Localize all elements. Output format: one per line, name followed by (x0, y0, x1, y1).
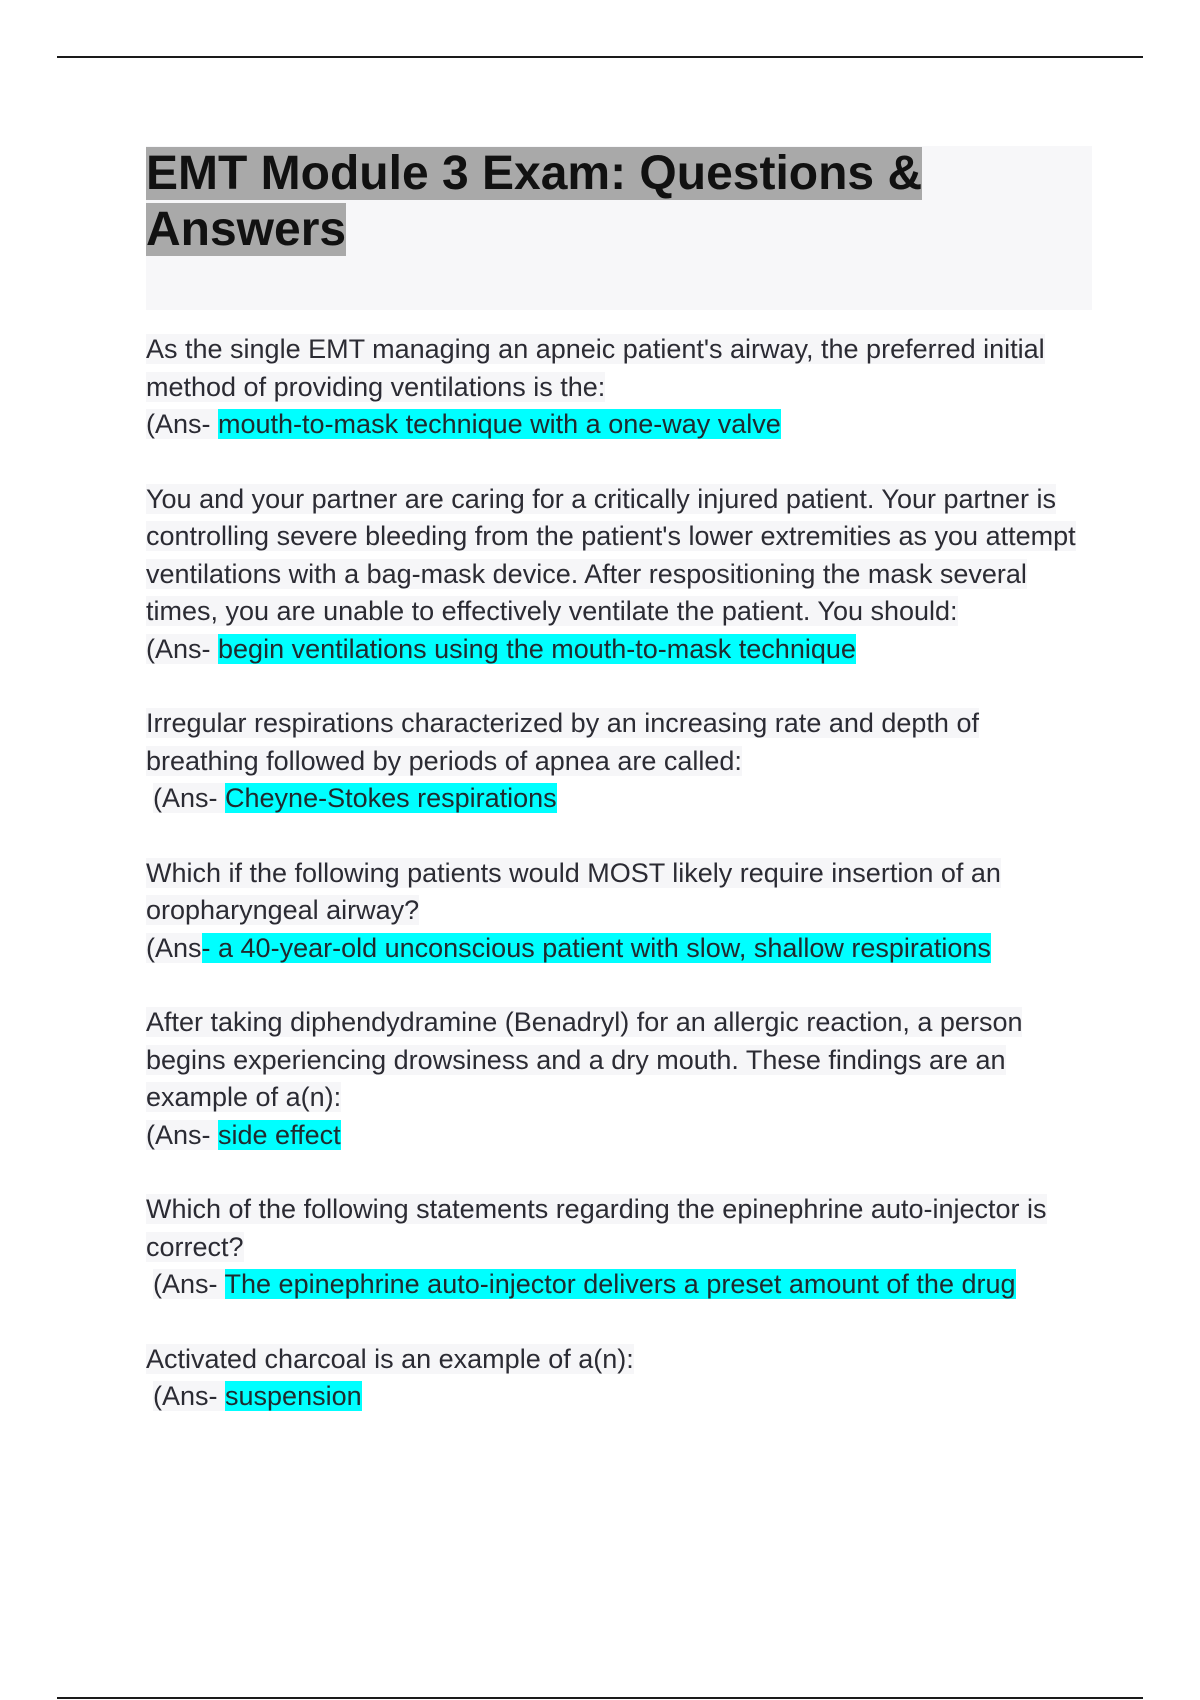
answer-highlight: - a 40-year-old unconscious patient with slow, shallow respirations (201, 932, 991, 963)
document-body (146, 146, 1092, 1453)
answer-line (146, 930, 1092, 968)
answer-line (146, 1378, 1092, 1416)
question-text: Which of the following statements regarding the epinephrine auto-injector is correct? (146, 1194, 1047, 1262)
qa-item (146, 855, 1092, 968)
qa-item (146, 1191, 1092, 1304)
answer-prefix: (Ans- (146, 1119, 219, 1150)
answer-highlight: The epinephrine auto-injector delivers a preset amount of the drug (224, 1269, 1016, 1299)
qa-item (146, 1004, 1092, 1154)
qa-item (146, 331, 1092, 444)
page-title: EMT Module 3 Exam: Questions & Answers (146, 147, 923, 256)
answer-line (146, 1117, 1092, 1155)
answer-prefix: (Ans- (146, 633, 219, 664)
answer-line (146, 1266, 1092, 1304)
question-text: Which if the following patients would MOST likely require insertion of an oropharyngeal airway? (146, 857, 1001, 925)
qa-list (146, 310, 1092, 1416)
answer-line (146, 780, 1092, 818)
question-text: Irregular respirations characterized by an increasing rate and depth of breathing followed by periods of apnea are called: (146, 708, 979, 776)
bottom-rule (57, 1697, 1143, 1699)
answer-prefix: (Ans- (146, 409, 219, 439)
answer-highlight: begin ventilations using the mouth-to-mask technique (218, 633, 856, 664)
answer-highlight: mouth-to-mask technique with a one-way valve (218, 409, 781, 439)
qa-item (146, 481, 1092, 669)
answer-prefix: (Ans- (153, 1381, 226, 1411)
qa-item (146, 705, 1092, 818)
title-block (146, 146, 1092, 310)
answer-highlight: suspension (225, 1381, 362, 1411)
question-text: As the single EMT managing an apneic patient's airway, the preferred initial method of providing ventilations is the: (146, 334, 1045, 402)
qa-item (146, 1341, 1092, 1416)
answer-highlight: Cheyne-Stokes respirations (225, 783, 557, 813)
answer-line (146, 631, 1092, 669)
question-text: Activated charcoal is an example of a(n): (146, 1343, 634, 1374)
question-text: After taking diphendydramine (Benadryl) for an allergic reaction, a person begins experiencing drowsiness and a dry mouth. These findings are an example of a(n): (146, 1007, 1023, 1112)
answer-line (146, 406, 1092, 444)
answer-highlight: side effect (218, 1119, 341, 1150)
question-text: You and your partner are caring for a critically injured patient. Your partner is controlling severe bleeding from the patient's lower extremities as you attempt ventilations with a bag-mask device. After respositioning the mask several times, you are unable to effectively ventilate the patient. You should: (146, 483, 1076, 626)
answer-prefix: (Ans (146, 932, 202, 963)
answer-prefix: (Ans- (153, 1269, 225, 1299)
answer-prefix: (Ans- (153, 783, 226, 813)
top-rule (57, 56, 1143, 58)
